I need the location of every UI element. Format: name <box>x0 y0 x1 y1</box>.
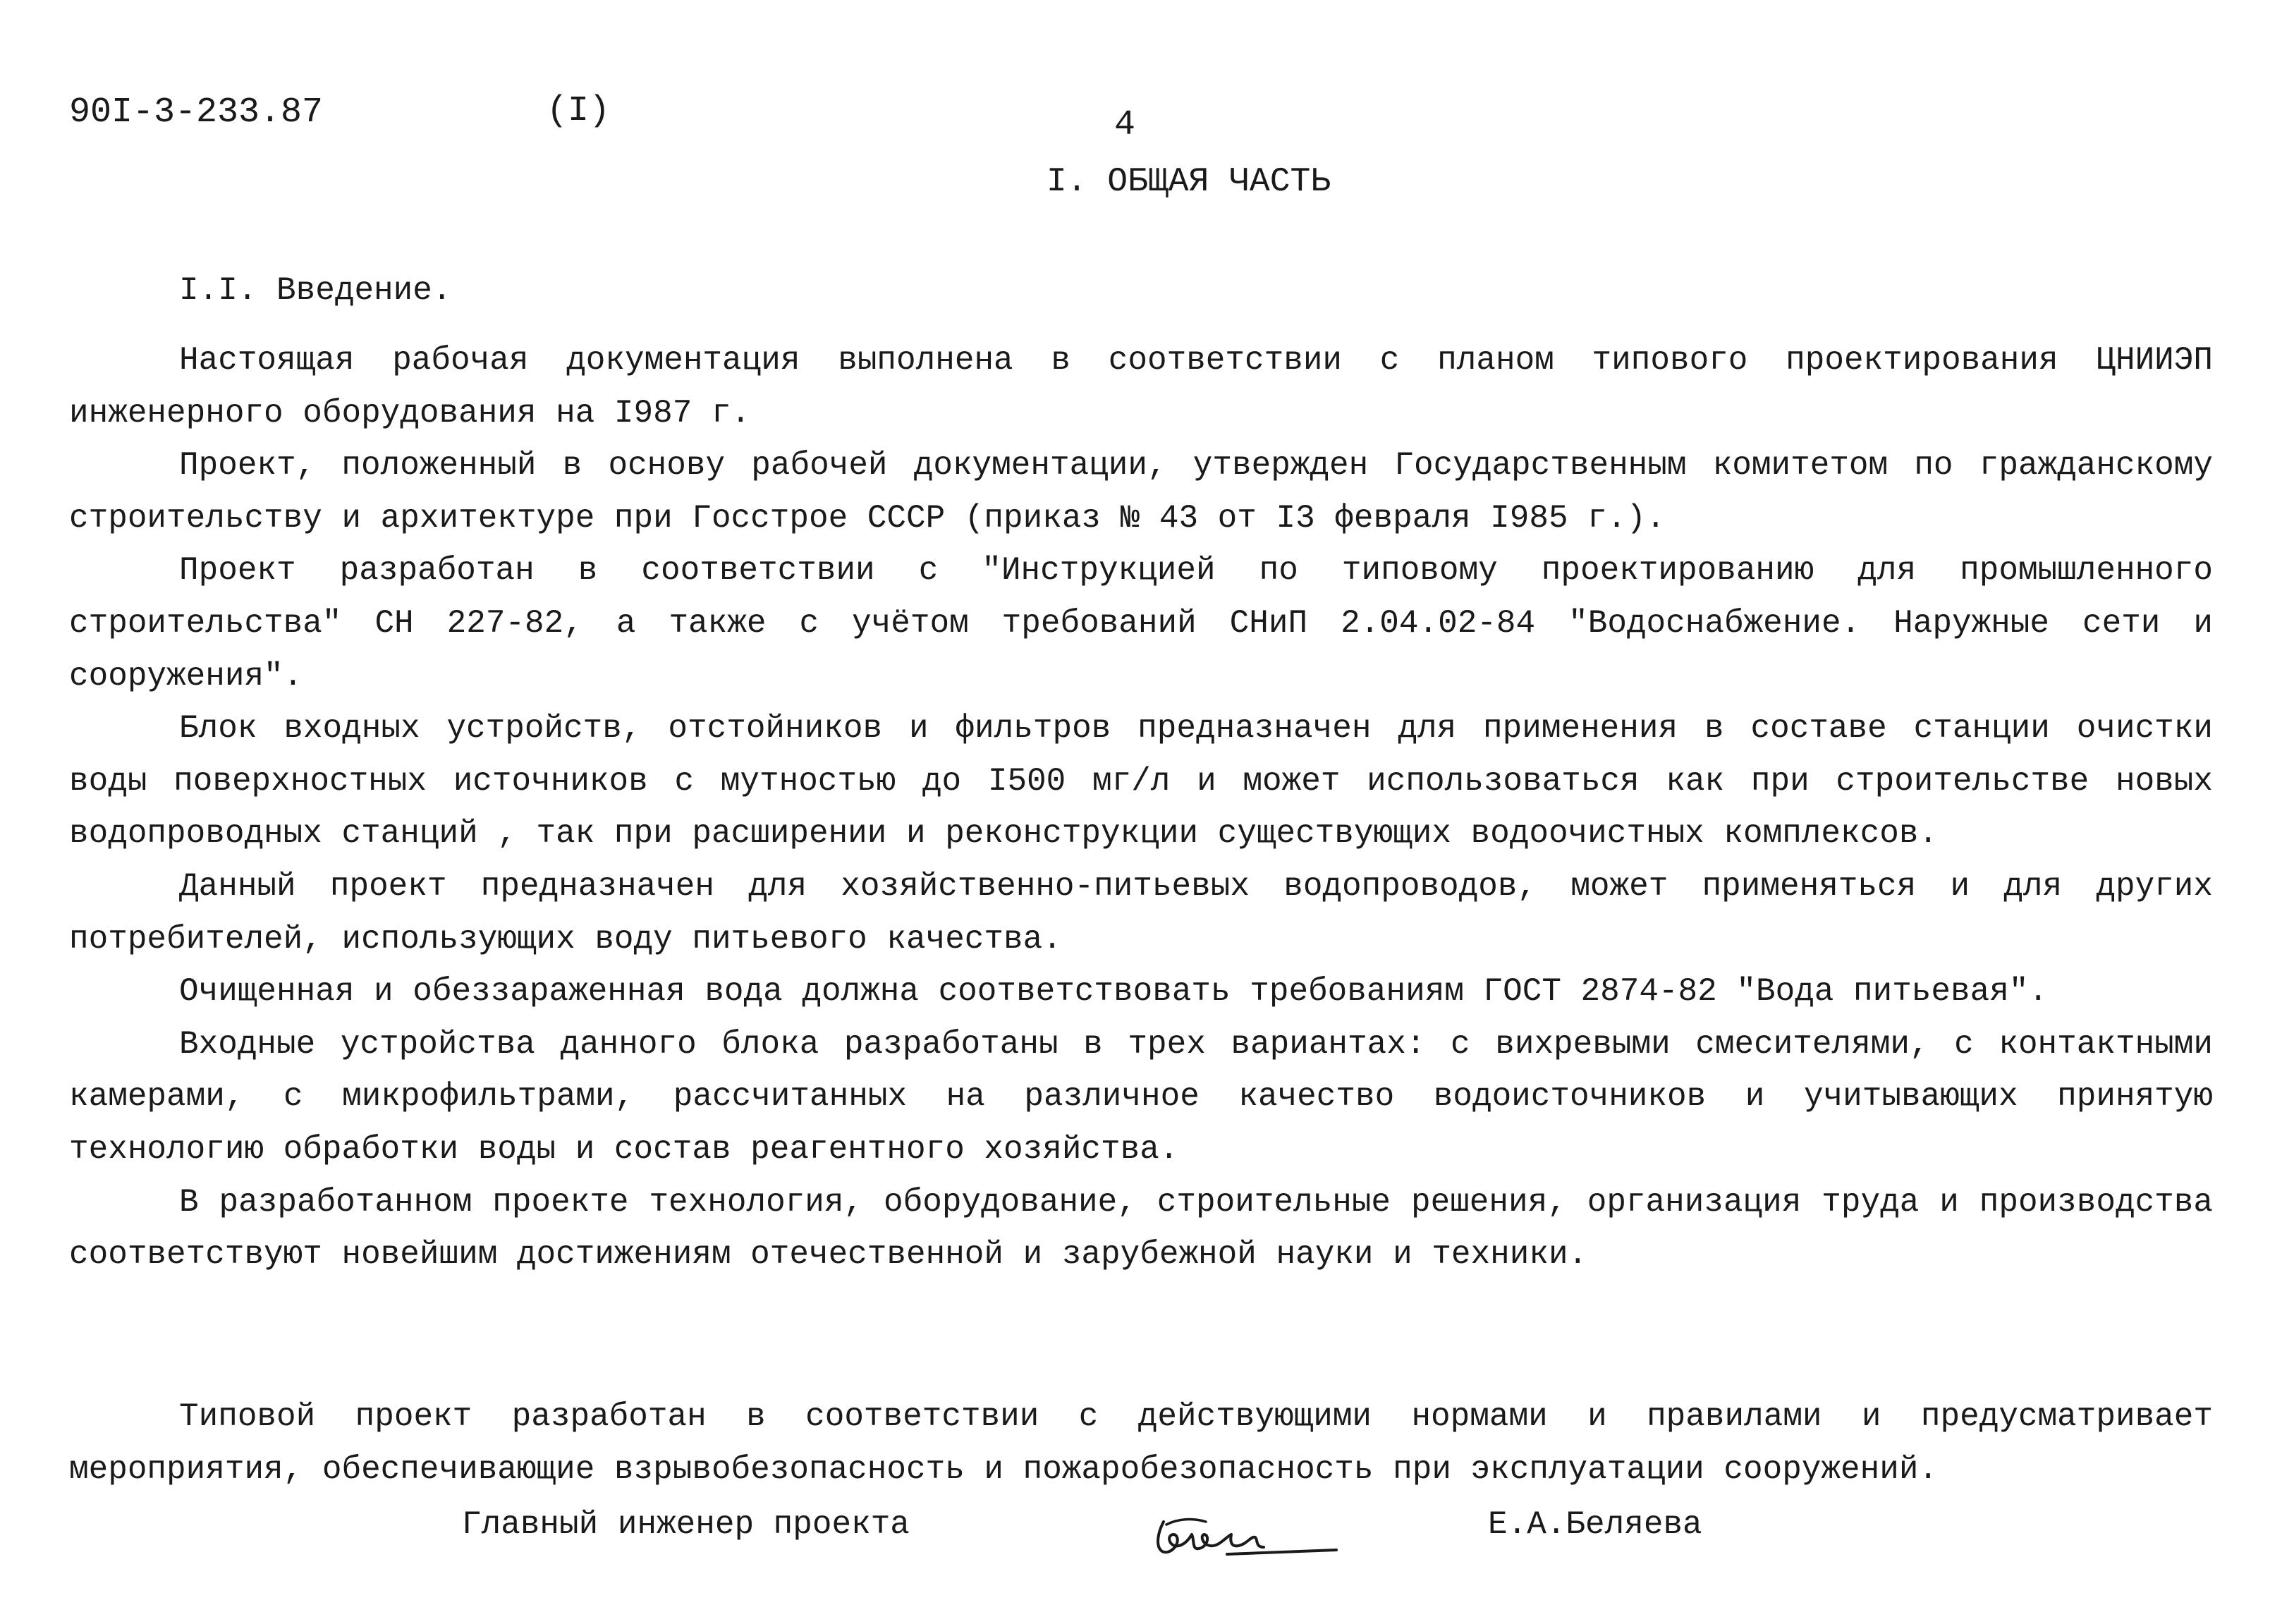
sheet-variant: (I) <box>547 91 611 131</box>
paragraph: Данный проект предназначен для хозяйственно-питьевых водопроводов, может применяться и для других потребителей, использующих воду питьевого качества. <box>69 867 2213 958</box>
section-heading: I.I. Введение. <box>179 272 452 309</box>
signature-role: Главный инженер проекта <box>462 1506 910 1543</box>
paragraph: Входные устройства данного блока разработаны в трех вариантах: с вихревыми смесителями, с контактными камерами, с микрофильтрами, рассчитанных на различное качество водоисточников и учитывающих принятую технологию обработки воды и состав реагентного хозяйства. <box>69 1025 2213 1168</box>
body-text <box>69 334 2213 1281</box>
signature-icon <box>1142 1494 1354 1571</box>
paragraph: В разработанном проекте технология, оборудование, строительные решения, организация труда и производства соответствуют новейшим достижениям отечественной и зарубежной науки и техники. <box>69 1183 2213 1274</box>
final-statement: Типовой проект разработан в соответствии с действующими нормами и правилами и предусматривает мероприятия, обеспечивающие взрывобезопасность и пожаробезопасность при эксплуатации сооружений. <box>69 1398 2213 1488</box>
page-title: I. ОБЩАЯ ЧАСТЬ <box>1046 163 1331 201</box>
document-code: 90I-3-233.87 <box>69 92 324 133</box>
paragraph: Очищенная и обеззараженная вода должна соответствовать требованиям ГОСТ 2874-82 "Вода питьевая". <box>179 973 2049 1011</box>
paragraph: Настоящая рабочая документация выполнена в соответствии с планом типового проектирования ЦНИИЭП инженерного оборудования на I987 г. <box>69 342 2213 432</box>
paragraph: Проект, положенный в основу рабочей документации, утвержден Государственным комитетом по гражданскому строительству и архитектуре при Госстрое СССР (приказ № 43 от I3 февраля I985 г.). <box>69 447 2213 537</box>
page-number: 4 <box>1114 105 1136 145</box>
final-statement-block <box>69 1391 2213 1496</box>
signer-name: Е.А.Беляева <box>1488 1506 1702 1543</box>
paragraph: Проект разработан в соответствии с "Инструкцией по типовому проектированию для промышленного строительства" СН 227-82, а также с учётом требований СНиП 2.04.02-84 "Водоснабжение. Наружные сети и сооружения". <box>69 552 2213 695</box>
paragraph: Блок входных устройств, отстойников и фильтров предназначен для применения в составе станции очистки воды поверхностных источников с мутностью до I500 мг/л и может использоваться как при строительстве новых водопроводных станций , так при расширении и реконструкции существующих водоочистных комплексов. <box>69 710 2213 853</box>
